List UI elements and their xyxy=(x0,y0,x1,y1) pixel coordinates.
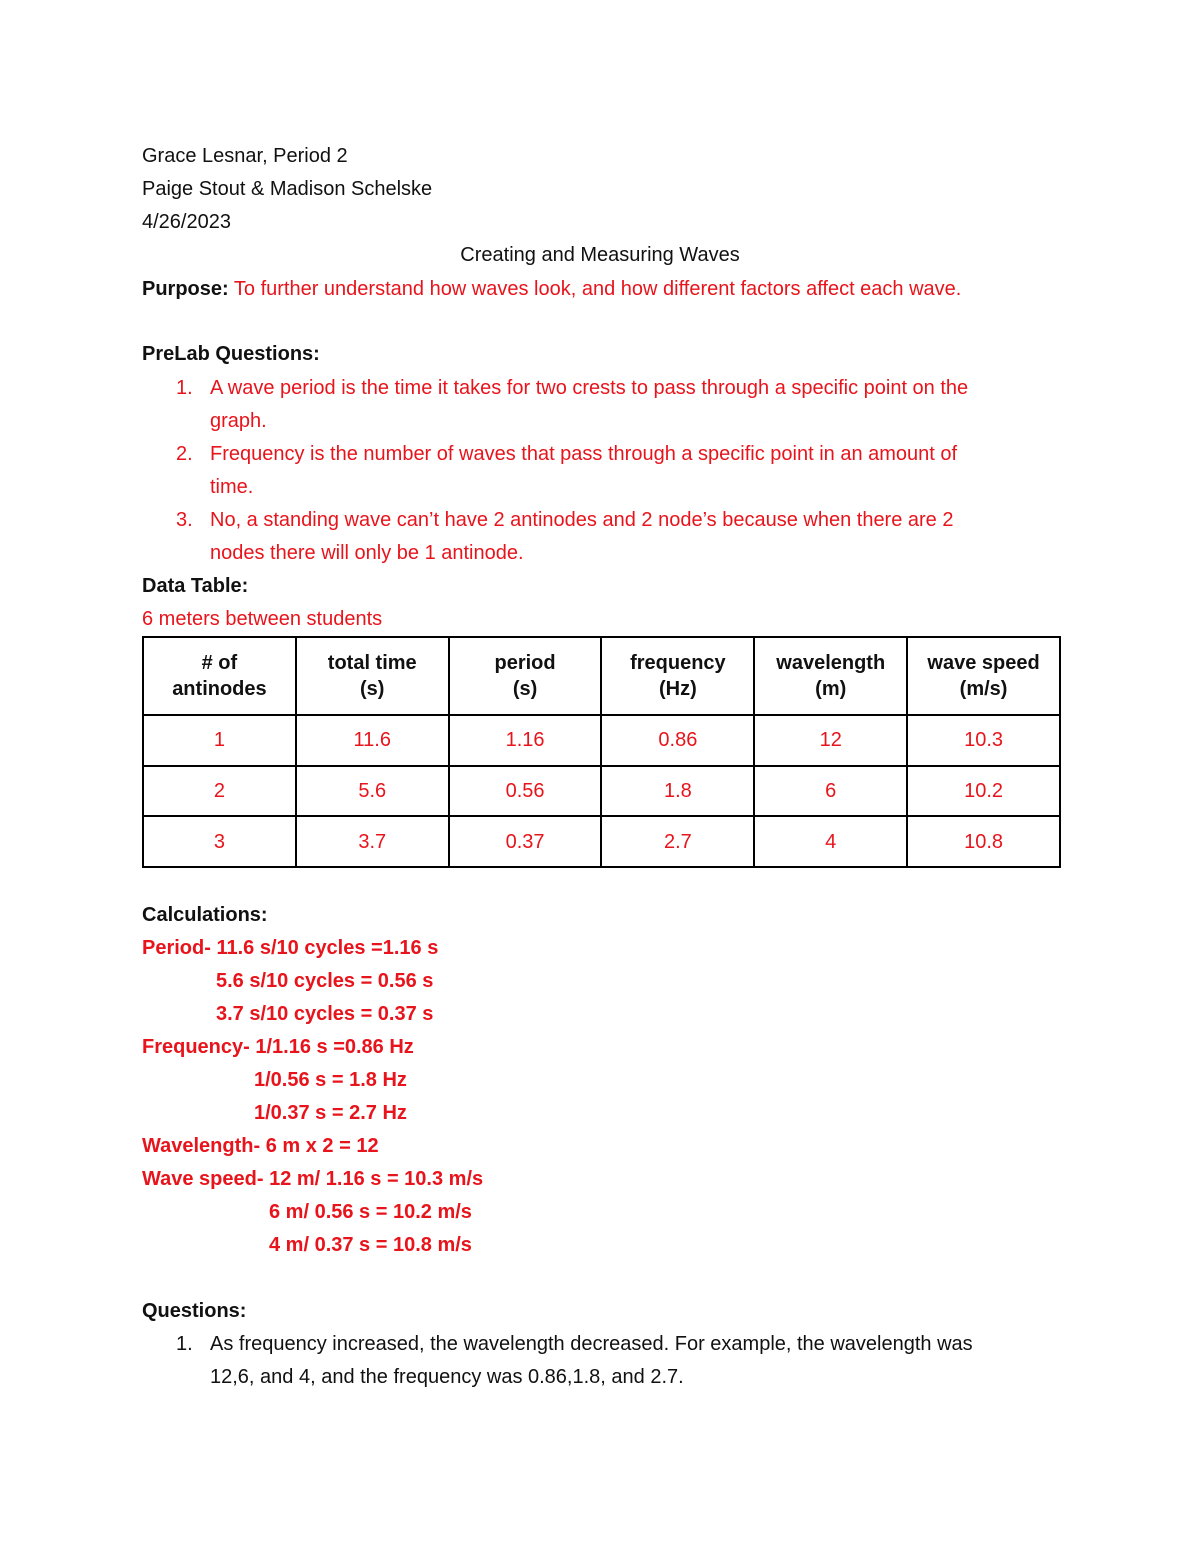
table-cell: 0.86 xyxy=(601,715,754,766)
list-text: No, a standing wave can’t have 2 antinodes and 2 node’s because when there are 2 xyxy=(210,509,954,531)
table-cell: 5.6 xyxy=(296,766,449,817)
list-number: 3. xyxy=(176,509,193,531)
table-cell: 1.8 xyxy=(601,766,754,817)
prelab-item-2-cont: time. xyxy=(210,476,254,498)
list-text: A wave period is the time it takes for two crests to pass through a specific point on the xyxy=(210,377,969,399)
column-header-wavelength: wavelength (m) xyxy=(754,637,907,715)
prelab-item-1 xyxy=(176,376,968,400)
questions-heading: Questions: xyxy=(142,1300,247,1322)
calculations-heading: Calculations: xyxy=(142,904,268,926)
table-cell: 3 xyxy=(143,816,296,867)
calc-line-frequency-2: 1/0.56 s = 1.8 Hz xyxy=(254,1069,407,1091)
table-cell: 0.37 xyxy=(449,816,602,867)
list-number: 1. xyxy=(176,377,193,399)
list-text: Frequency is the number of waves that pass through a specific point in an amount of xyxy=(210,443,958,465)
calc-line-frequency-3: 1/0.37 s = 2.7 Hz xyxy=(254,1102,407,1124)
table-cell: 1.16 xyxy=(449,715,602,766)
calc-line-wave-speed: Wave speed- 12 m/ 1.16 s = 10.3 m/s xyxy=(142,1168,484,1190)
table-cell: 12 xyxy=(754,715,907,766)
prelab-item-2 xyxy=(176,442,957,466)
purpose-paragraph xyxy=(142,277,961,301)
table-cell: 1 xyxy=(143,715,296,766)
table-cell: 3.7 xyxy=(296,816,449,867)
table-cell: 10.8 xyxy=(907,816,1060,867)
student-name-line: Grace Lesnar, Period 2 xyxy=(142,145,348,167)
prelab-item-1-cont: graph. xyxy=(210,410,267,432)
table-header-row xyxy=(143,637,1060,715)
partners-line: Paige Stout & Madison Schelske xyxy=(142,178,433,200)
question-item-1 xyxy=(176,1332,973,1356)
calc-line-wave-speed-2: 6 m/ 0.56 s = 10.2 m/s xyxy=(269,1201,472,1223)
list-text: As frequency increased, the wavelength decreased. For example, the wavelength was xyxy=(210,1333,973,1355)
table-row xyxy=(143,715,1060,766)
table-cell: 10.2 xyxy=(907,766,1060,817)
column-header-total-time: total time (s) xyxy=(296,637,449,715)
table-cell: 6 xyxy=(754,766,907,817)
calc-line-wave-speed-3: 4 m/ 0.37 s = 10.8 m/s xyxy=(269,1234,472,1256)
column-header-antinodes: # of antinodes xyxy=(143,637,296,715)
table-row xyxy=(143,816,1060,867)
table-cell: 2.7 xyxy=(601,816,754,867)
table-cell: 4 xyxy=(754,816,907,867)
data-table-heading: Data Table: xyxy=(142,575,249,597)
table-row xyxy=(143,766,1060,817)
column-header-wave-speed: wave speed (m/s) xyxy=(907,637,1060,715)
calc-line-period-2: 5.6 s/10 cycles = 0.56 s xyxy=(216,970,434,992)
table-cell: 10.3 xyxy=(907,715,1060,766)
calc-line-period-3: 3.7 s/10 cycles = 0.37 s xyxy=(216,1003,434,1025)
purpose-label: Purpose: xyxy=(142,278,229,300)
table-cell: 2 xyxy=(143,766,296,817)
calc-line-wavelength: Wavelength- 6 m x 2 = 12 xyxy=(142,1135,379,1157)
column-header-period: period (s) xyxy=(449,637,602,715)
purpose-text: To further understand how waves look, and how different factors affect each wave. xyxy=(233,278,962,300)
document-title: Creating and Measuring Waves xyxy=(460,244,740,266)
prelab-item-3-cont: nodes there will only be 1 antinode. xyxy=(210,542,524,564)
list-number: 1. xyxy=(176,1333,193,1355)
prelab-item-3 xyxy=(176,508,954,532)
list-number: 2. xyxy=(176,443,193,465)
calc-line-frequency: Frequency- 1/1.16 s =0.86 Hz xyxy=(142,1036,414,1058)
question-item-1-cont: 12,6, and 4, and the frequency was 0.86,1.8, and 2.7. xyxy=(210,1366,684,1388)
table-cell: 0.56 xyxy=(449,766,602,817)
data-table-note: 6 meters between students xyxy=(142,608,383,630)
data-table xyxy=(142,636,1061,868)
column-header-frequency: frequency (Hz) xyxy=(601,637,754,715)
date-line: 4/26/2023 xyxy=(142,211,231,233)
table-cell: 11.6 xyxy=(296,715,449,766)
calc-line-period: Period- 11.6 s/10 cycles =1.16 s xyxy=(142,937,439,959)
prelab-heading: PreLab Questions: xyxy=(142,343,320,365)
